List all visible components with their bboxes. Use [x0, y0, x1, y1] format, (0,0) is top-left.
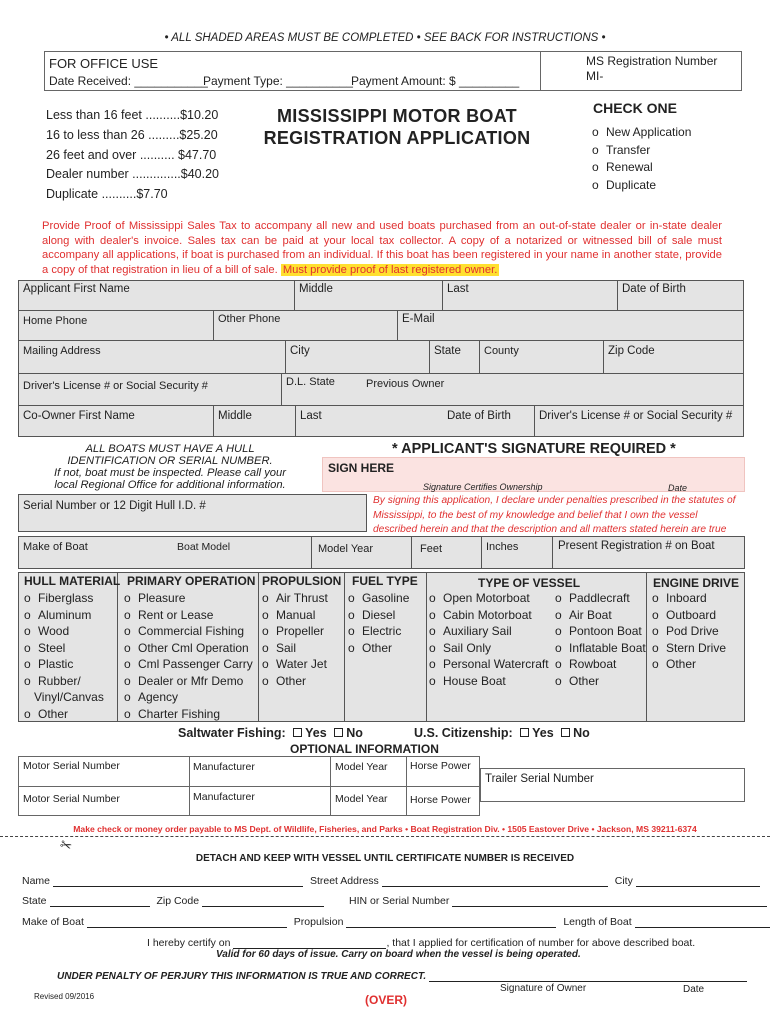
vessel-auxiliary-sail[interactable]: o Auxiliary Sail [429, 623, 549, 640]
hull-notice-line3: If not, boat must be inspected. Please call your [54, 467, 286, 479]
manufacturer-label-2: Manufacturer [193, 791, 255, 803]
ms-registration-box[interactable] [541, 51, 742, 91]
vessel-type-title: TYPE OF VESSEL [478, 576, 581, 590]
detach-hin-label: HIN or Serial Number [348, 895, 450, 907]
vessel-type-col2 [555, 590, 646, 689]
operation-charter-fishing[interactable]: o Charter Fishing [124, 706, 253, 723]
row-boat-details [18, 536, 745, 569]
instructions-banner: • ALL SHADED AREAS MUST BE COMPLETED • SEE BACK FOR INSTRUCTIONS • [164, 32, 606, 44]
horse-power-label-1: Horse Power [410, 760, 471, 772]
hull-material-title: HULL MATERIAL [24, 574, 121, 588]
grid-divider [426, 573, 427, 721]
citizenship-no-checkbox[interactable] [561, 728, 570, 737]
operation-dealer-demo[interactable]: o Dealer or Mfr Demo [124, 673, 253, 690]
vessel-personal-watercraft[interactable]: o Personal Watercraft [429, 656, 549, 673]
option-transfer[interactable]: o Transfer [592, 142, 691, 160]
sales-tax-notice [42, 219, 722, 277]
fuel-type-title: FUEL TYPE [352, 574, 418, 588]
detach-title: DETACH AND KEEP WITH VESSEL UNTIL CERTIFICATE NUMBER IS RECEIVED [195, 853, 575, 864]
table-divider [330, 757, 331, 815]
hull-rubber[interactable]: o Rubber/ [24, 673, 104, 690]
state-field[interactable] [429, 341, 461, 373]
fee-item: Duplicate ..........$7.70 [46, 187, 168, 202]
vessel-paddlecraft[interactable]: o Paddlecraft [555, 590, 646, 607]
serial-number-label: Serial Number or 12 Digit Hull I.D. # [23, 500, 206, 512]
engine-drive-options [652, 590, 726, 673]
county-label: County [484, 345, 519, 357]
mailing-address-label: Mailing Address [23, 345, 101, 357]
notice-text: Provide Proof of Mississippi Sales Tax to accompany all new and used boats purchased from an out-of-state dealer or in-state dealer along with dealer's invoice. Sales tax can be paid at your local tax collector. A copy of a notarized or witnessed bill of sale must accompany all applications, if boat is purchased from an individual. If this boat has been registered in your name in another state, provide a copy of that registration in lieu of a bill of sale. [42, 220, 722, 276]
ms-registration-label: MS Registration Number [586, 54, 718, 68]
zip-field[interactable] [603, 341, 655, 373]
table-divider [406, 757, 407, 815]
vessel-house-boat[interactable]: o House Boat [429, 673, 549, 690]
row-license [18, 374, 744, 406]
grid-divider [344, 573, 345, 721]
detach-propulsion-label: Propulsion [293, 916, 344, 928]
propulsion-title: PROPULSION [262, 574, 342, 588]
optional-info-table [18, 756, 480, 816]
grid-divider [258, 573, 259, 721]
hull-notice-line4: local Regional Office for additional information. [54, 479, 286, 491]
perjury-text: UNDER PENALTY OF PERJURY THIS INFORMATION IS TRUE AND CORRECT. [57, 971, 427, 982]
primary-operation-options [124, 590, 253, 722]
fuel-type-options [348, 590, 409, 656]
row-coowner [18, 406, 744, 437]
hull-vinyl-canvas: Vinyl/Canvas [34, 690, 104, 704]
engine-stern-drive[interactable]: o Stern Drive [652, 640, 726, 657]
coowner-first-name-label: Co-Owner First Name [23, 410, 135, 422]
dob-label: Date of Birth [622, 283, 686, 295]
detach-make-input[interactable] [87, 927, 287, 928]
option-renewal[interactable]: o Renewal [592, 159, 691, 177]
signature-statement: By signing this application, I declare under penalties prescribed in the statutes of Mississippi, to the best of my knowledge and belief that I own the vessel described herein and that the description and all matters stated herein are true [373, 495, 736, 535]
coowner-dl-field[interactable] [534, 406, 733, 436]
perjury-statement [57, 971, 747, 982]
coowner-middle-label: Middle [218, 410, 252, 422]
fuel-other[interactable]: o Other [348, 640, 409, 657]
fuel-electric[interactable]: o Electric [348, 623, 409, 640]
sign-here-label: SIGN HERE [328, 461, 395, 475]
operation-rent-lease[interactable]: o Rent or Lease [124, 607, 253, 624]
hull-plastic[interactable]: o Plastic [24, 656, 104, 673]
dl-state-field[interactable] [281, 374, 335, 405]
operation-agency[interactable]: o Agency [124, 689, 253, 706]
detach-name-label: Name [22, 875, 51, 887]
detach-state-label: State [22, 895, 47, 907]
hull-notice-line2: IDENTIFICATION OR SERIAL NUMBER. [67, 455, 273, 467]
citizenship-yes-checkbox[interactable] [520, 728, 529, 737]
primary-operation-title: PRIMARY OPERATION [127, 574, 256, 588]
detach-length-label: Length of Boat [563, 916, 632, 928]
owner-date-label: Date [683, 984, 705, 995]
row-applicant-name [18, 280, 744, 311]
model-year-label-2: Model Year [335, 793, 388, 805]
hull-material-options [24, 590, 104, 722]
vessel-other[interactable]: o Other [555, 673, 646, 690]
detach-row-2 [22, 895, 767, 907]
other-phone-field[interactable] [213, 311, 281, 340]
operation-commercial-fishing[interactable]: o Commercial Fishing [124, 623, 253, 640]
saltwater-label: Saltwater Fishing: [178, 726, 286, 740]
hull-wood[interactable]: o Wood [24, 623, 104, 640]
drivers-license-label: Driver's License # or Social Security # [23, 380, 208, 392]
manufacturer-label-1: Manufacturer [193, 761, 255, 773]
hull-aluminum[interactable]: o Aluminum [24, 607, 104, 624]
certifies-ownership-label: Signature Certifies Ownership [423, 482, 543, 492]
ms-registration-prefix: MI- [586, 69, 604, 83]
motor-serial-label-2: Motor Serial Number [23, 793, 120, 805]
hull-notice-line1: ALL BOATS MUST HAVE A HULL [85, 443, 255, 455]
detach-certify-row [147, 937, 695, 949]
grid-divider [117, 573, 118, 721]
detach-make-label: Make of Boat [22, 916, 84, 928]
engine-pod-drive[interactable]: o Pod Drive [652, 623, 726, 640]
boat-model-label: Boat Model [177, 541, 231, 553]
city-field[interactable] [285, 341, 310, 373]
vessel-sail-only[interactable]: o Sail Only [429, 640, 549, 657]
citizenship-row [414, 726, 590, 740]
detach-propulsion-input[interactable] [346, 927, 556, 928]
serial-number-field[interactable] [18, 494, 367, 532]
trailer-serial-field[interactable] [480, 768, 745, 802]
feet-label: Feet [420, 543, 443, 555]
inches-label: Inches [486, 541, 519, 553]
middle-name-field[interactable] [294, 281, 333, 310]
hull-fiberglass[interactable]: o Fiberglass [24, 590, 104, 607]
hull-other[interactable]: o Other [24, 706, 104, 723]
form-title-line1: MISSISSIPPI MOTOR BOAT [277, 106, 517, 126]
model-year-label-1: Model Year [335, 761, 388, 773]
detach-length-input[interactable] [635, 927, 770, 928]
fee-item: 16 to less than 26 .........$25.20 [46, 127, 218, 142]
check-one-title: CHECK ONE [593, 100, 678, 116]
detach-zip-input[interactable] [202, 906, 324, 907]
fee-item: 26 feet and over .......... $47.70 [46, 147, 217, 162]
cut-line [0, 836, 770, 837]
last-name-field[interactable] [442, 281, 469, 310]
citizenship-no-label: No [573, 726, 590, 740]
detach-zip-label: Zip Code [156, 895, 200, 907]
saltwater-fishing-row [178, 726, 363, 740]
over-label: (OVER) [365, 993, 407, 1007]
horse-power-label-2: Horse Power [410, 794, 471, 806]
vessel-open-motorboat[interactable]: o Open Motorboat [429, 590, 549, 607]
fee-list [46, 106, 219, 205]
table-divider [19, 786, 479, 787]
vessel-type-col1 [429, 590, 549, 689]
operation-other-cml[interactable]: o Other Cml Operation [124, 640, 253, 657]
email-field[interactable] [397, 311, 435, 340]
notice-highlight: Must provide proof of last registered owner. [282, 263, 498, 276]
make-of-boat-label: Make of Boat [23, 541, 88, 553]
fee-item: Dealer number ..............$40.20 [46, 167, 220, 182]
check-one-options [592, 124, 691, 194]
motor-serial-label-1: Motor Serial Number [23, 760, 120, 772]
detach-state-input[interactable] [50, 906, 150, 907]
payment-amount-label: Payment Amount: $ _________ [351, 74, 520, 88]
engine-outboard[interactable]: o Outboard [652, 607, 726, 624]
dl-state-label: D.L. State [286, 376, 335, 388]
detach-city-input[interactable] [636, 886, 760, 887]
detach-city-label: City [614, 875, 633, 887]
coowner-middle-field[interactable] [213, 406, 252, 436]
propulsion-air-thrust[interactable]: o Air Thrust [262, 590, 328, 607]
vessel-air-boat[interactable]: o Air Boat [555, 607, 646, 624]
saltwater-no-label: No [346, 726, 363, 740]
email-label: E-Mail [402, 313, 435, 325]
certify-label-a: I hereby certify on [147, 937, 231, 949]
city-label: City [290, 345, 310, 357]
engine-drive-title: ENGINE DRIVE [653, 576, 740, 590]
table-divider [189, 757, 190, 815]
fuel-gasoline[interactable]: o Gasoline [348, 590, 409, 607]
grid-divider [646, 573, 647, 721]
owner-signature-input[interactable] [429, 981, 747, 982]
present-registration-field[interactable] [552, 537, 715, 568]
date-received-label: Date Received: ___________ [49, 74, 208, 88]
coowner-dl-label: Driver's License # or Social Security # [539, 410, 733, 422]
county-field[interactable] [479, 341, 519, 373]
coowner-last-label: Last [300, 410, 322, 422]
middle-name-label: Middle [299, 283, 333, 295]
feet-field[interactable] [411, 537, 443, 568]
previous-owner-label[interactable]: Previous Owner [366, 378, 445, 390]
operation-pleasure[interactable]: o Pleasure [124, 590, 253, 607]
vessel-rowboat[interactable]: o Rowboat [555, 656, 646, 673]
owner-signature-label: Signature of Owner [500, 983, 587, 994]
fuel-diesel[interactable]: o Diesel [348, 607, 409, 624]
detach-row-1 [22, 875, 760, 887]
fee-item: Less than 16 feet ..........$10.20 [46, 108, 219, 122]
vessel-inflatable-boat[interactable]: o Inflatable Boat [555, 640, 646, 657]
detach-street-label: Street Address [309, 875, 379, 887]
trailer-serial-label: Trailer Serial Number [485, 773, 594, 785]
signature-required-title: * APPLICANT'S SIGNATURE REQUIRED * [392, 441, 676, 457]
present-registration-label: Present Registration # on Boat [558, 540, 715, 552]
scissors-icon: ✂ [57, 835, 75, 855]
row-phone [18, 311, 744, 341]
citizenship-yes-label: Yes [532, 726, 554, 740]
model-year-label: Model Year [318, 543, 374, 555]
option-duplicate[interactable]: o Duplicate [592, 177, 691, 195]
vessel-pontoon-boat[interactable]: o Pontoon Boat [555, 623, 646, 640]
propulsion-sail[interactable]: o Sail [262, 640, 328, 657]
coowner-dob-label: Date of Birth [447, 410, 511, 422]
detach-name-input[interactable] [53, 886, 303, 887]
operation-cml-passenger[interactable]: o Cml Passenger Carry [124, 656, 253, 673]
last-name-label: Last [447, 283, 469, 295]
saltwater-yes-checkbox[interactable] [293, 728, 302, 737]
detach-street-input[interactable] [382, 886, 608, 887]
payment-note: Make check or money order payable to MS Dept. of Wildlife, Fisheries, and Parks • Boat Registration Div. • 1505 Eastover Drive • Jackson, MS 39211-6374 [73, 824, 697, 834]
other-phone-label: Other Phone [218, 313, 281, 325]
hull-id-notice [40, 443, 300, 491]
option-new-application[interactable]: o New Application [592, 124, 691, 142]
certify-label-b: , that I applied for certification of number for above described boat. [386, 937, 696, 949]
propulsion-manual[interactable]: o Manual [262, 607, 328, 624]
optional-info-title: OPTIONAL INFORMATION [290, 742, 439, 756]
coowner-last-field[interactable] [295, 406, 322, 436]
saltwater-yes-label: Yes [305, 726, 327, 740]
detach-hin-input[interactable] [452, 906, 767, 907]
state-label: State [434, 345, 461, 357]
revised-date: Revised 09/2016 [34, 992, 95, 1001]
office-use-title: FOR OFFICE USE [49, 56, 159, 71]
valid-notice: Valid for 60 days of issue. Carry on board when the vessel is being operated. [216, 949, 581, 960]
detach-row-3 [22, 916, 770, 928]
home-phone-label: Home Phone [23, 315, 88, 327]
signature-box[interactable] [322, 457, 745, 492]
model-year-field[interactable] [311, 537, 374, 568]
engine-other[interactable]: o Other [652, 656, 726, 673]
propulsion-water-jet[interactable]: o Water Jet [262, 656, 328, 673]
hull-steel[interactable]: o Steel [24, 640, 104, 657]
engine-inboard[interactable]: o Inboard [652, 590, 726, 607]
payment-type-label: Payment Type: __________ [203, 74, 353, 88]
office-use-box [44, 51, 541, 91]
dob-field[interactable] [617, 281, 686, 310]
zip-label: Zip Code [608, 345, 655, 357]
propulsion-options [262, 590, 328, 689]
propulsion-other[interactable]: o Other [262, 673, 328, 690]
propulsion-propeller[interactable]: o Propeller [262, 623, 328, 640]
applicant-first-name-label: Applicant First Name [23, 283, 130, 295]
form-title-line2: REGISTRATION APPLICATION [263, 128, 531, 148]
inches-field[interactable] [481, 537, 519, 568]
citizenship-label: U.S. Citizenship: [414, 726, 513, 740]
row-address [18, 341, 744, 374]
vessel-cabin-motorboat[interactable]: o Cabin Motorboat [429, 607, 549, 624]
saltwater-no-checkbox[interactable] [334, 728, 343, 737]
signature-date-label: Date [668, 483, 688, 493]
